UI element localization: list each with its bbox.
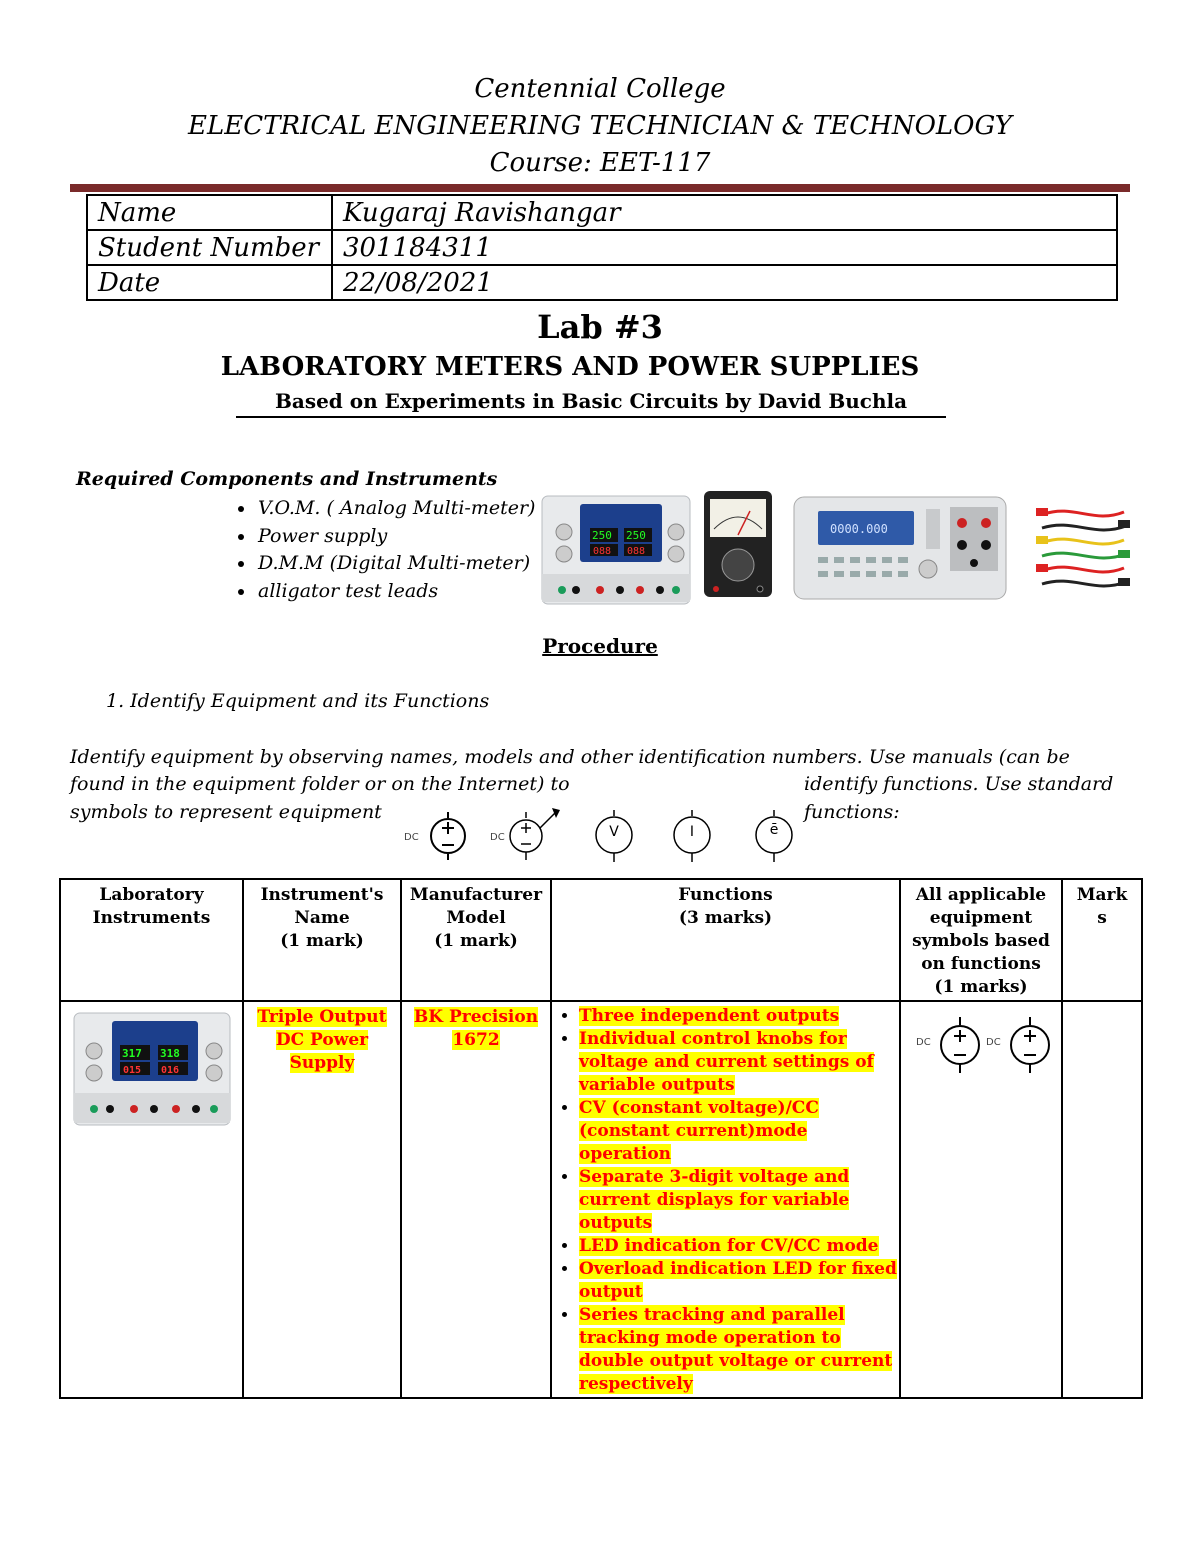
header-text: Manufacturer Model (1 mark)	[409, 885, 543, 951]
procedure-paragraph-line: symbols to represent equipment	[70, 801, 382, 823]
info-row-student-number	[87, 230, 1117, 265]
ammeter-label: I	[689, 824, 695, 840]
table-row	[60, 1001, 1142, 1398]
marks-cell	[1062, 1001, 1142, 1398]
procedure-paragraph-line: Identify equipment by observing names, models and other identification numbers. Use manuals (can be	[70, 746, 1070, 768]
list-item	[579, 1166, 898, 1235]
info-label: Date	[87, 265, 332, 300]
student-info-table	[86, 194, 1118, 301]
function-line: respectively	[579, 1374, 693, 1394]
variable-dc-source-icon	[506, 808, 562, 860]
header-text: Mark s	[1076, 885, 1128, 928]
header-text: All applicable equipment symbols based on functions (1 marks)	[912, 885, 1050, 997]
procedure-step-1: 1. Identify Equipment and its Functions	[106, 690, 490, 712]
info-row-date	[87, 265, 1117, 300]
analog-multimeter-image	[702, 489, 774, 599]
svg-text:0000.000: 0000.000	[830, 522, 888, 536]
symbols-group	[902, 1017, 1060, 1087]
svg-text:250: 250	[626, 529, 646, 542]
list-item: • alligator test leads	[256, 578, 535, 606]
svg-text:318: 318	[160, 1047, 180, 1060]
info-label: Name	[87, 195, 332, 230]
function-line: LED indication for CV/CC mode	[579, 1236, 879, 1256]
lab-number: Lab #3	[537, 308, 663, 346]
program-name: ELECTRICAL ENGINEERING TECHNICIAN & TECHNOLOGY	[188, 111, 1012, 141]
dc-label: DC	[916, 1037, 931, 1048]
header-text: Laboratory Instruments	[92, 885, 211, 928]
model-line: 1672	[452, 1030, 500, 1050]
list-item	[579, 1258, 898, 1304]
svg-text:088: 088	[593, 546, 612, 557]
function-line: current displays for variable	[579, 1190, 850, 1210]
dc-source-icon	[426, 812, 470, 860]
function-line: Overload indication LED for fixed	[579, 1259, 897, 1279]
col-header-symbols	[900, 879, 1062, 1001]
equipment-table	[59, 878, 1143, 1399]
required-title: Required Components and Instruments	[76, 468, 498, 490]
header-text: Functions (3 marks)	[678, 885, 773, 928]
svg-text:250: 250	[592, 529, 612, 542]
function-line: CV (constant voltage)/CC	[579, 1098, 819, 1118]
svg-text:317: 317	[122, 1047, 142, 1060]
info-value: 22/08/2021	[332, 265, 1117, 300]
power-supply-image	[540, 492, 692, 608]
variable-dc-source-symbol	[490, 808, 562, 860]
col-header-name	[243, 879, 401, 1001]
power-supply-image	[72, 1009, 232, 1129]
info-label: Student Number	[87, 230, 332, 265]
list-item: • Power supply	[256, 523, 535, 551]
procedure-paragraph-line: found in the equipment folder or on the Internet) to	[70, 773, 570, 795]
dc-label: DC	[490, 832, 505, 843]
digital-multimeter-image	[792, 493, 1008, 603]
list-item	[579, 1235, 898, 1258]
col-header-functions	[551, 879, 900, 1001]
lab-title: LABORATORY METERS AND POWER SUPPLIES	[220, 352, 920, 382]
instrument-name-line: Triple Output	[257, 1007, 387, 1027]
dc-source-icon	[1008, 1017, 1052, 1073]
col-header-instruments	[60, 879, 243, 1001]
svg-text:016: 016	[161, 1065, 180, 1076]
col-header-model	[401, 879, 551, 1001]
procedure-heading: Procedure	[542, 634, 658, 658]
instrument-name-line: DC Power	[275, 1030, 369, 1050]
dc-label: DC	[986, 1037, 1001, 1048]
procedure-paragraph-line: functions:	[804, 801, 900, 823]
svg-text:088: 088	[627, 546, 646, 557]
info-value: Kugaraj Ravishangar	[332, 195, 1117, 230]
info-value: 301184311	[332, 230, 1117, 265]
function-line: voltage and current settings of	[579, 1052, 874, 1072]
info-row-name	[87, 195, 1117, 230]
function-line: output	[579, 1282, 643, 1302]
list-item	[579, 1304, 898, 1396]
header-rule	[70, 184, 1130, 192]
function-line: operation	[579, 1144, 672, 1164]
instrument-name-cell	[243, 1001, 401, 1398]
generic-source-label: ē	[769, 822, 779, 838]
alligator-leads-image	[1034, 494, 1132, 604]
svg-text:015: 015	[123, 1065, 142, 1076]
required-list	[210, 495, 535, 605]
symbols-cell	[900, 1001, 1062, 1398]
function-line: Individual control knobs for	[579, 1029, 847, 1049]
course-code: Course: EET-117	[489, 148, 711, 178]
list-item: • V.O.M. ( Analog Multi-meter)	[256, 495, 535, 523]
function-line: Separate 3-digit voltage and	[579, 1167, 850, 1187]
lab-subtitle: Based on Experiments in Basic Circuits by David Buchla	[236, 389, 946, 418]
manufacturer-model-cell	[401, 1001, 551, 1398]
list-item	[579, 1005, 898, 1028]
model-line: BK Precision	[413, 1007, 539, 1027]
list-item	[579, 1097, 898, 1166]
function-line: outputs	[579, 1213, 653, 1233]
dc-source-symbol	[404, 812, 470, 860]
list-item	[579, 1028, 898, 1097]
table-header-row	[60, 879, 1142, 1001]
college-name: Centennial College	[474, 74, 726, 104]
voltmeter-label: V	[609, 824, 619, 840]
function-line: variable outputs	[579, 1075, 735, 1095]
dc-source-icon	[938, 1017, 982, 1073]
procedure-paragraph-line: identify functions. Use standard	[804, 773, 1114, 795]
function-line: Three independent outputs	[579, 1006, 840, 1026]
function-line: tracking mode operation to	[579, 1328, 841, 1348]
function-line: (constant current)mode	[579, 1121, 808, 1141]
instrument-image-cell	[60, 1001, 243, 1398]
function-line: Series tracking and parallel	[579, 1305, 845, 1325]
dc-label: DC	[404, 832, 419, 843]
instrument-name-line: Supply	[289, 1053, 355, 1073]
function-line: double output voltage or current	[579, 1351, 893, 1371]
functions-list	[553, 1005, 898, 1396]
functions-cell	[551, 1001, 900, 1398]
header-text: Instrument's Name (1 mark)	[260, 885, 384, 951]
list-item: • D.M.M (Digital Multi-meter)	[256, 550, 535, 578]
col-header-marks	[1062, 879, 1142, 1001]
